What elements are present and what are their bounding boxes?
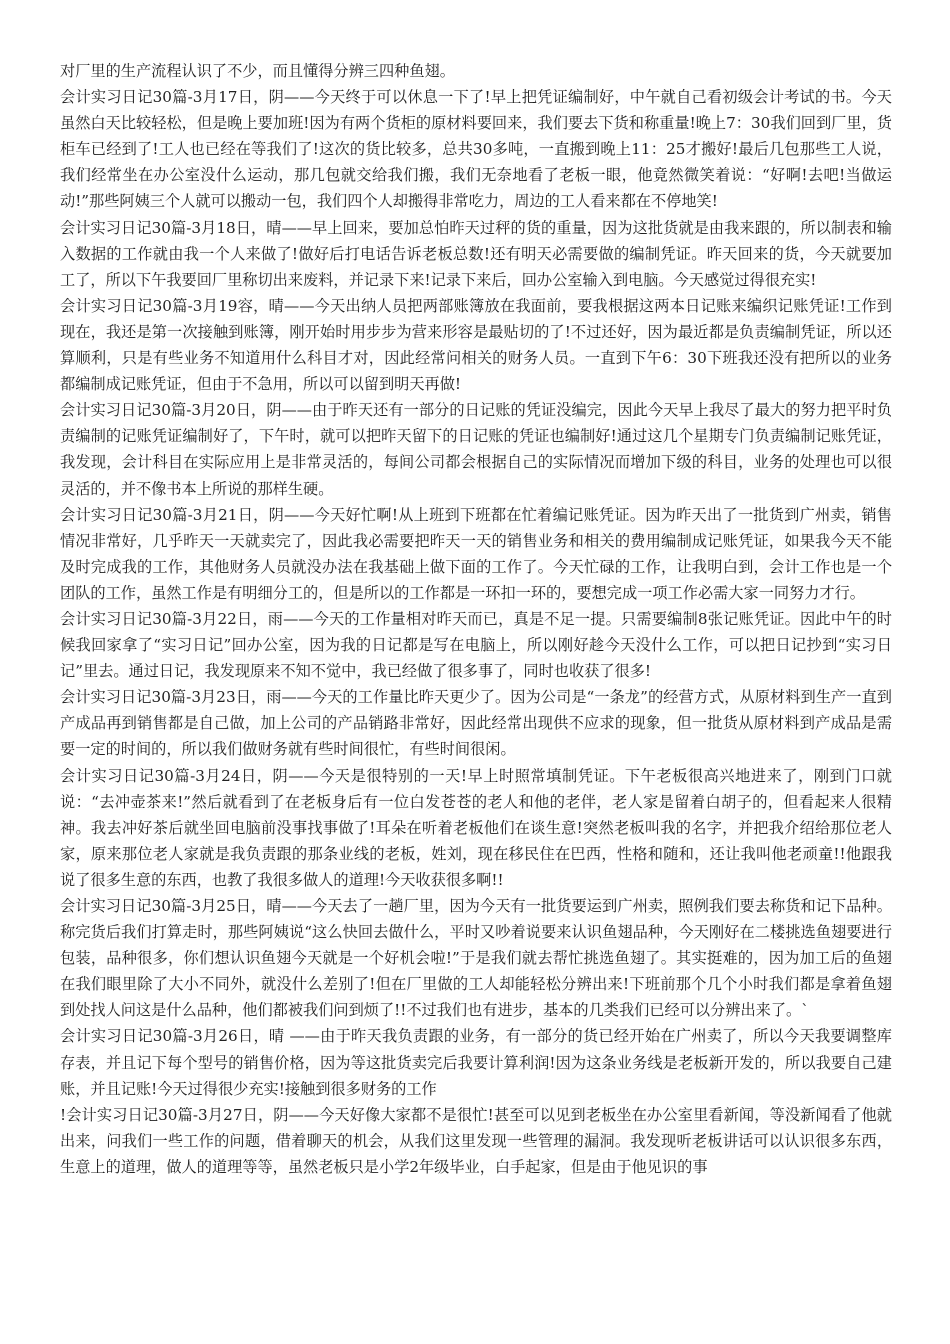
diary-entry-mar-25: 会计实习日记30篇-3月25日，晴——今天去了一趟厂里，因为今天有一批货要运到广州卖，照例我们要去称货和记下品种。称完货后我们打算走时，那些阿姨说“这么快回去做什么，平时又吵着说要来认识鱼翅品种，今天刚好在二楼挑选鱼翅要进行包装，品种很多，你们想认识鱼翅今天就是一个好机会啦!”于是我们就去帮忙挑选鱼翅了。其实挺难的，因为加工后的鱼翅在我们眼里除了大小不同外，就没什么差别了!但在厂里做的工人却能轻松分辨出来!下班前那个几个小时我们都是拿着鱼翅到处找人问这是什么品种，他们都被我们问到烦了!!不过我们也有进步，基本的几类我们已经可以分辨出来了。` — [60, 897, 892, 1020]
diary-entry-mar-23: 会计实习日记30篇-3月23日，雨——今天的工作量比昨天更少了。因为公司是“一条龙”的经营方式，从原材料到生产一直到产成品再到销售都是自己做，加上公司的产品销路非常好，因此经常出现供不应求的现象，但一批货从原材料到产成品是需要一定的时间的，所以我们做财务就有些时间很忙，有些时间很闲。 — [60, 688, 892, 759]
diary-entry-mar-26: 会计实习日记30篇-3月26日，晴 ——由于昨天我负责跟的业务，有一部分的货已经开始在广州卖了，所以今天我要调整库存表，并且记下每个型号的销售价格，因为等这批货卖完后我要计算利润!因为这条业务线是老板新开发的，所以我要自己建账，并且记账!今天过得很少充实!接触到很多财务的工作 — [60, 1027, 892, 1098]
diary-entry-mar-27: !会计实习日记30篇-3月27日，阴——今天好像大家都不是很忙!甚至可以见到老板坐在办公室里看新闻，等没新闻看了他就出来，问我们一些工作的问题，借着聊天的机会，从我们这里发现一些管理的漏洞。我发现听老板讲话可以认识很多东西，生意上的道理，做人的道理等等，虽然老板只是小学2年级毕业，白手起家，但是由于他见识的事 — [60, 1105, 892, 1176]
document-page — [60, 58, 892, 1180]
diary-entry-mar-17: 会计实习日记30篇-3月17日，阴——今天终于可以休息一下了!早上把凭证编制好，中午就自己看初级会计考试的书。今天虽然白天比较轻松，但是晚上要加班!因为有两个货柜的原材料要回来，我们要去下货和称重量!晚上7：30我们回到厂里，货柜车已经到了!工人也已经在等我们了!这次的货比较多，总共30多吨，一直搬到晚上11：25才搬好!最后几包那些工人说，我们经常坐在办公室没什么运动，那几包就交给我们搬，我们无奈地看了老板一眼，他竟然微笑着说：“好啊!去吧!当做运动!”那些阿姨三个人就可以搬动一包，我们四个人却搬得非常吃力，周边的工人看来都在不停地笑! — [60, 88, 892, 211]
paragraph-intro-tail: 对厂里的生产流程认识了不少，而且懂得分辨三四种鱼翅。 — [60, 62, 455, 80]
diary-entry-mar-21: 会计实习日记30篇-3月21日，阴——今天好忙啊!从上班到下班都在忙着编记账凭证。因为昨天出了一批货到广州卖，销售情况非常好，几乎昨天一天就卖完了，因此我必需要把昨天一天的销售业务和相关的费用编制成记账凭证，如果我今天不能及时完成我的工作，其他财务人员就没办法在我基础上做下面的工作了。今天忙碌的工作，让我明白到，会计工作也是一个团队的工作，虽然工作是有明细分工的，但是所以的工作都是一环扣一环的，要想完成一项工作必需大家一同努力才行。 — [60, 505, 892, 602]
diary-entry-mar-20: 会计实习日记30篇-3月20日，阴——由于昨天还有一部分的日记账的凭证没编完，因此今天早上我尽了最大的努力把平时负责编制的记账凭证编制好了，下午时，就可以把昨天留下的日记账的凭证也编制好!通过这几个星期专门负责编制记账凭证，我发现，会计科目在实际应用上是非常灵活的，每间公司都会根据自己的实际情况而增加下级的科目，业务的处理也可以很灵活的，并不像书本上所说的那样生硬。 — [60, 401, 892, 498]
diary-entry-mar-24: 会计实习日记30篇-3月24日，阴——今天是很特别的一天!早上时照常填制凭证。下午老板很高兴地进来了，刚到门口就说：“去冲壶茶来!”然后就看到了在老板身后有一位白发苍苍的老人和他的老伴，老人家是留着白胡子的，但看起来人很精神。我去冲好茶后就坐回电脑前没事找事做了!耳朵在听着老板他们在谈生意!突然老板叫我的名字，并把我介绍给那位老人家，原来那位老人家就是我负责跟的那条业线的老板，姓刘，现在移民住在巴西，性格和随和，还让我叫他老顽童!!他跟我说了很多生意的东西，也教了我很多做人的道理!今天收获很多啊!! — [60, 766, 892, 889]
diary-entry-mar-18: 会计实习日记30篇-3月18日，晴——早上回来，要加总怕昨天过秤的货的重量，因为这批货就是由我来跟的，所以制表和输入数据的工作就由我一个人来做了!做好后打电话告诉老板总数!还有明天必需要做的编制凭证。昨天回来的货，今天就要加工了，所以下午我要回厂里称切出来废料，并记录下来!记录下来后，回办公室输入到电脑。今天感觉过得很充实! — [60, 218, 892, 289]
diary-entry-mar-22: 会计实习日记30篇-3月22日，雨——今天的工作量相对昨天而已，真是不足一提。只需要编制8张记账凭证。因此中午的时候我回家拿了“实习日记”回办公室，因为我的日记都是写在电脑上，所以刚好趁今天没什么工作，可以把日记抄到“实习日记”里去。通过日记，我发现原来不知不觉中，我已经做了很多事了，同时也收获了很多! — [60, 609, 892, 681]
diary-entry-mar-19: 会计实习日记30篇-3月19容，晴——今天出纳人员把两部账簿放在我面前，要我根据这两本日记账来编织记账凭证!工作到现在，我还是第一次接触到账簿，刚开始时用步步为营来形容是最贴切的了!不过还好，因为最近都是负责编制凭证，所以还算顺利，只是有些业务不知道用什么科目才对，因此经常问相关的财务人员。一直到下午6：30下班我还没有把所以的业务都编制成记账凭证，但由于不急用，所以可以留到明天再做! — [60, 296, 892, 394]
